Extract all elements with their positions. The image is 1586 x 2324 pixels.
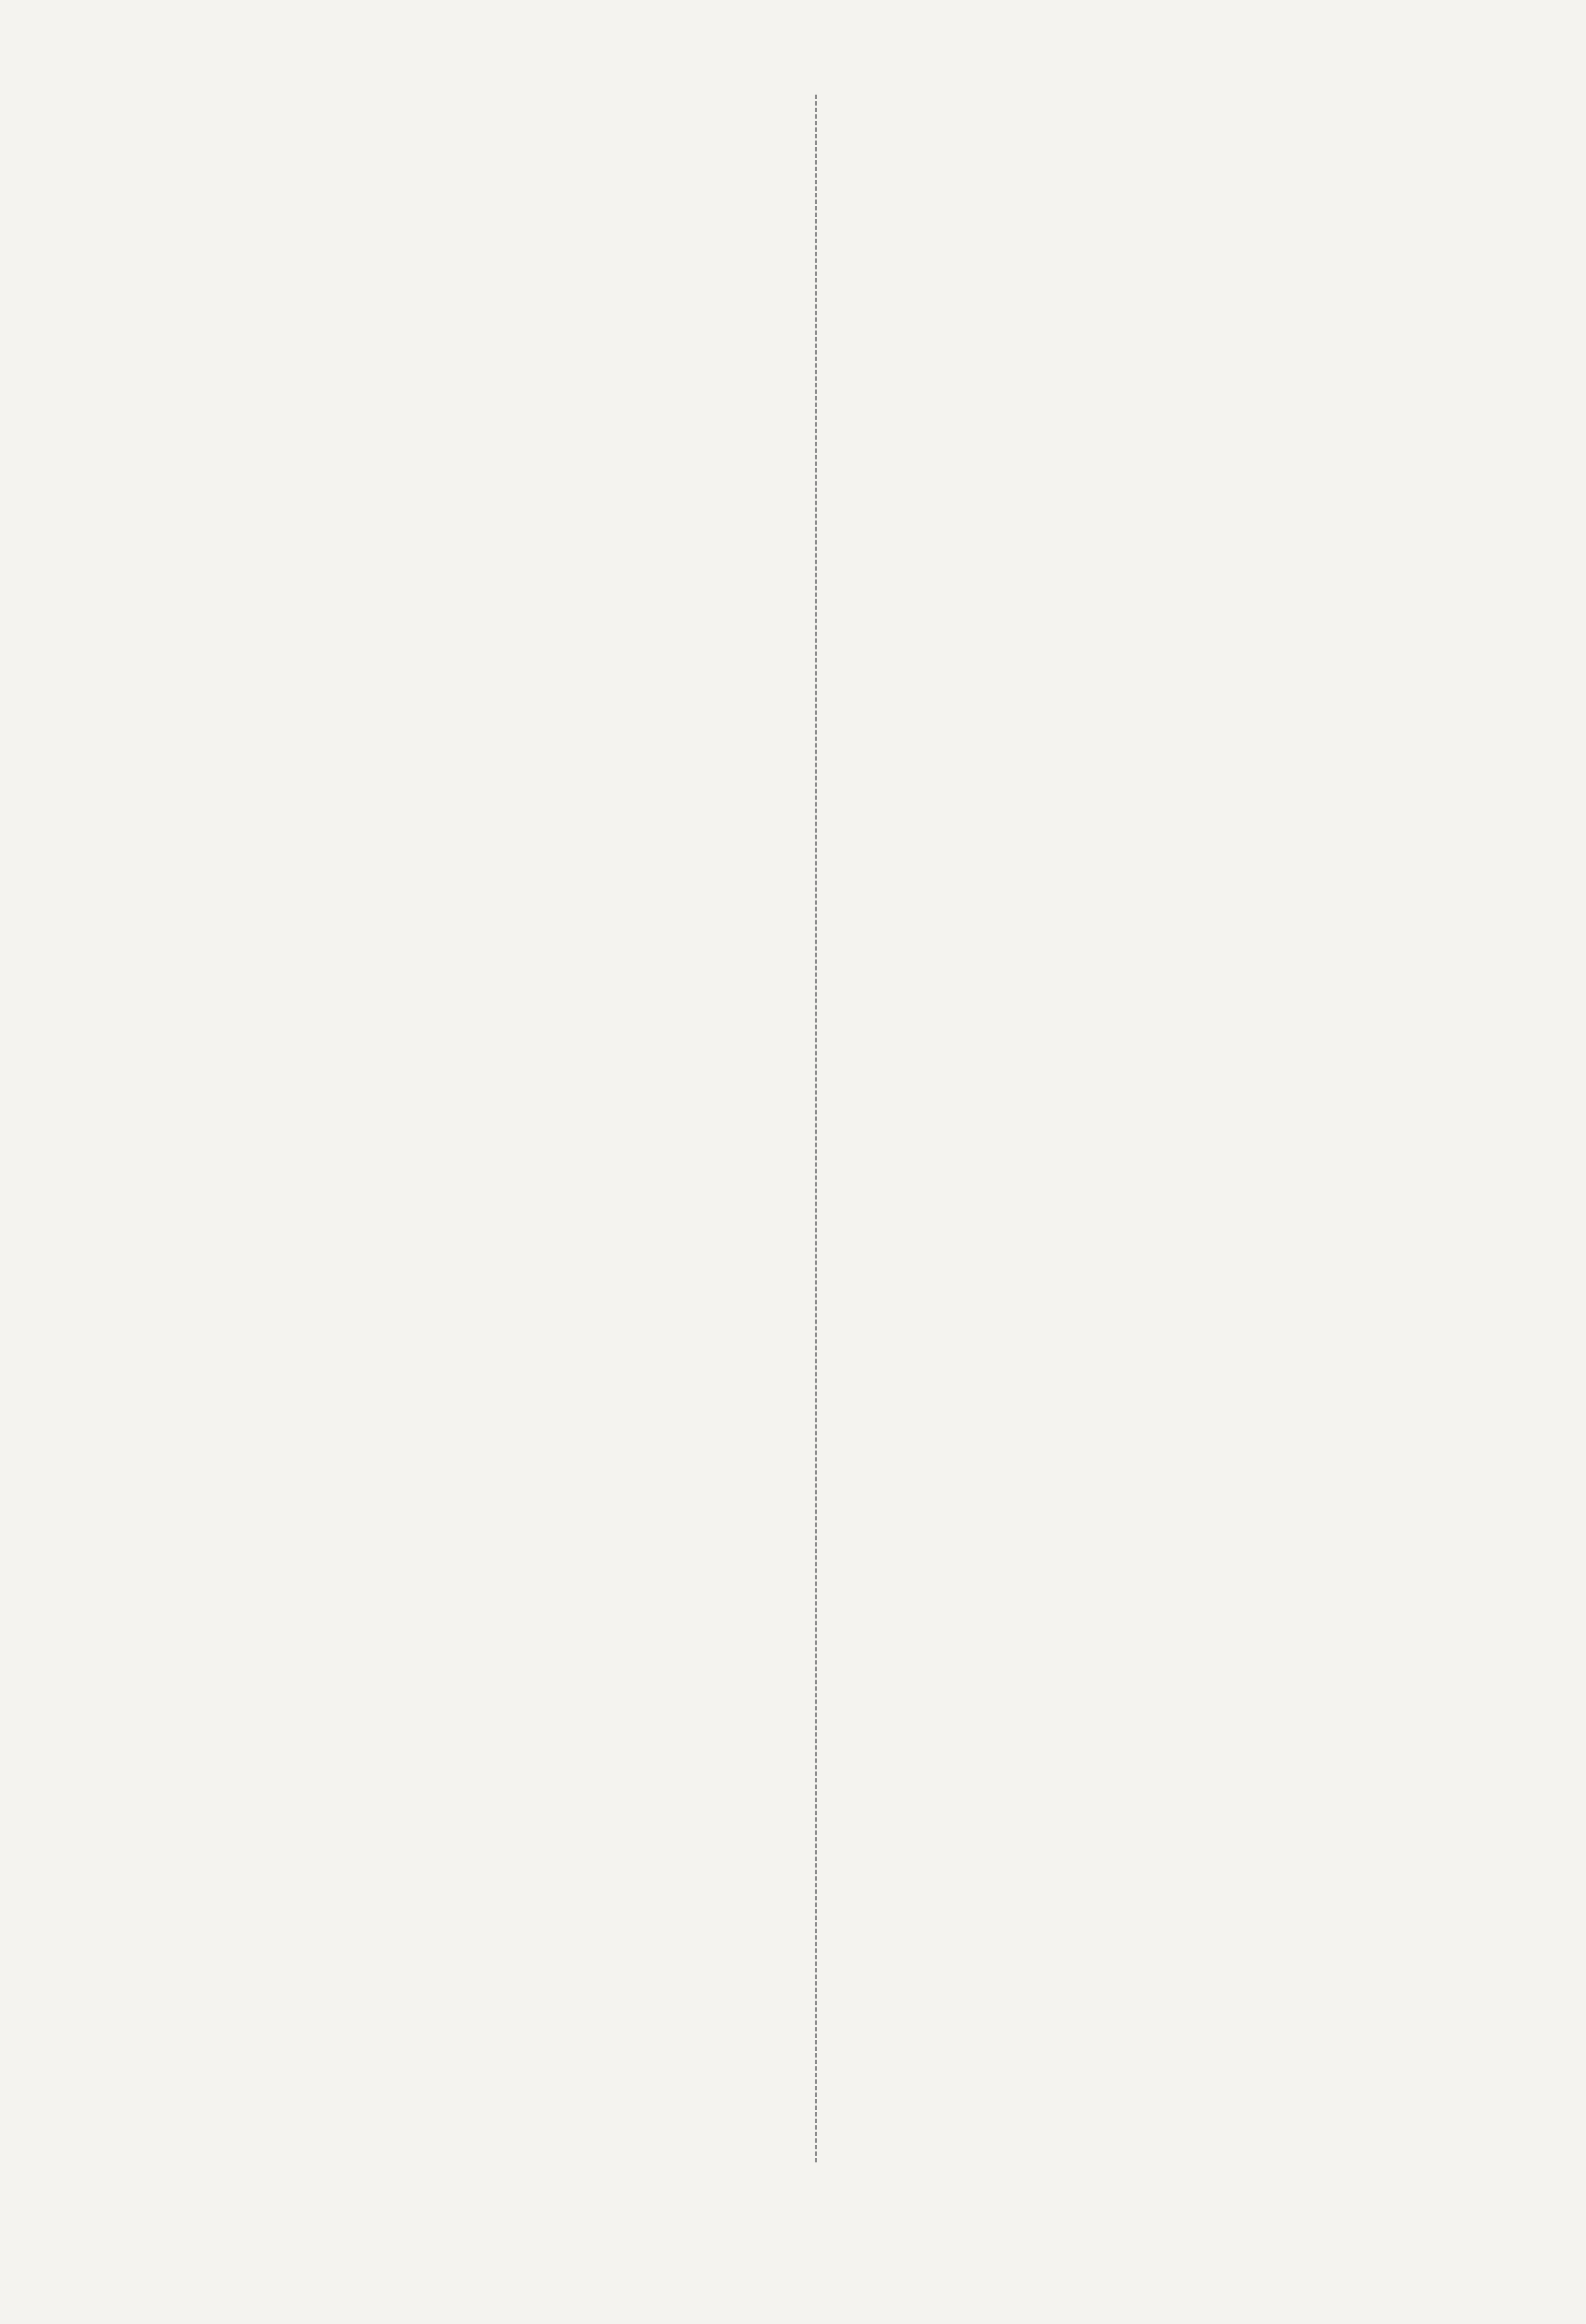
answer-line: [98, 240, 121, 277]
answer-line: [98, 95, 185, 131]
answer-item: [153, 461, 162, 493]
answer-line: [98, 686, 121, 722]
answer-item: [185, 461, 194, 493]
answer-line: [98, 831, 121, 868]
answer-item: [121, 97, 130, 129]
answer-item: [121, 170, 130, 202]
answer-item: [153, 388, 162, 420]
answer-line: [98, 759, 121, 795]
answer-line: [98, 167, 153, 204]
answer-item: [121, 388, 130, 420]
answer-line: [98, 386, 185, 422]
answer-line: [98, 313, 121, 349]
answer-line: [98, 459, 217, 495]
answer-item: [121, 461, 130, 493]
column-divider: [815, 95, 817, 2162]
answer-item: [153, 97, 162, 129]
